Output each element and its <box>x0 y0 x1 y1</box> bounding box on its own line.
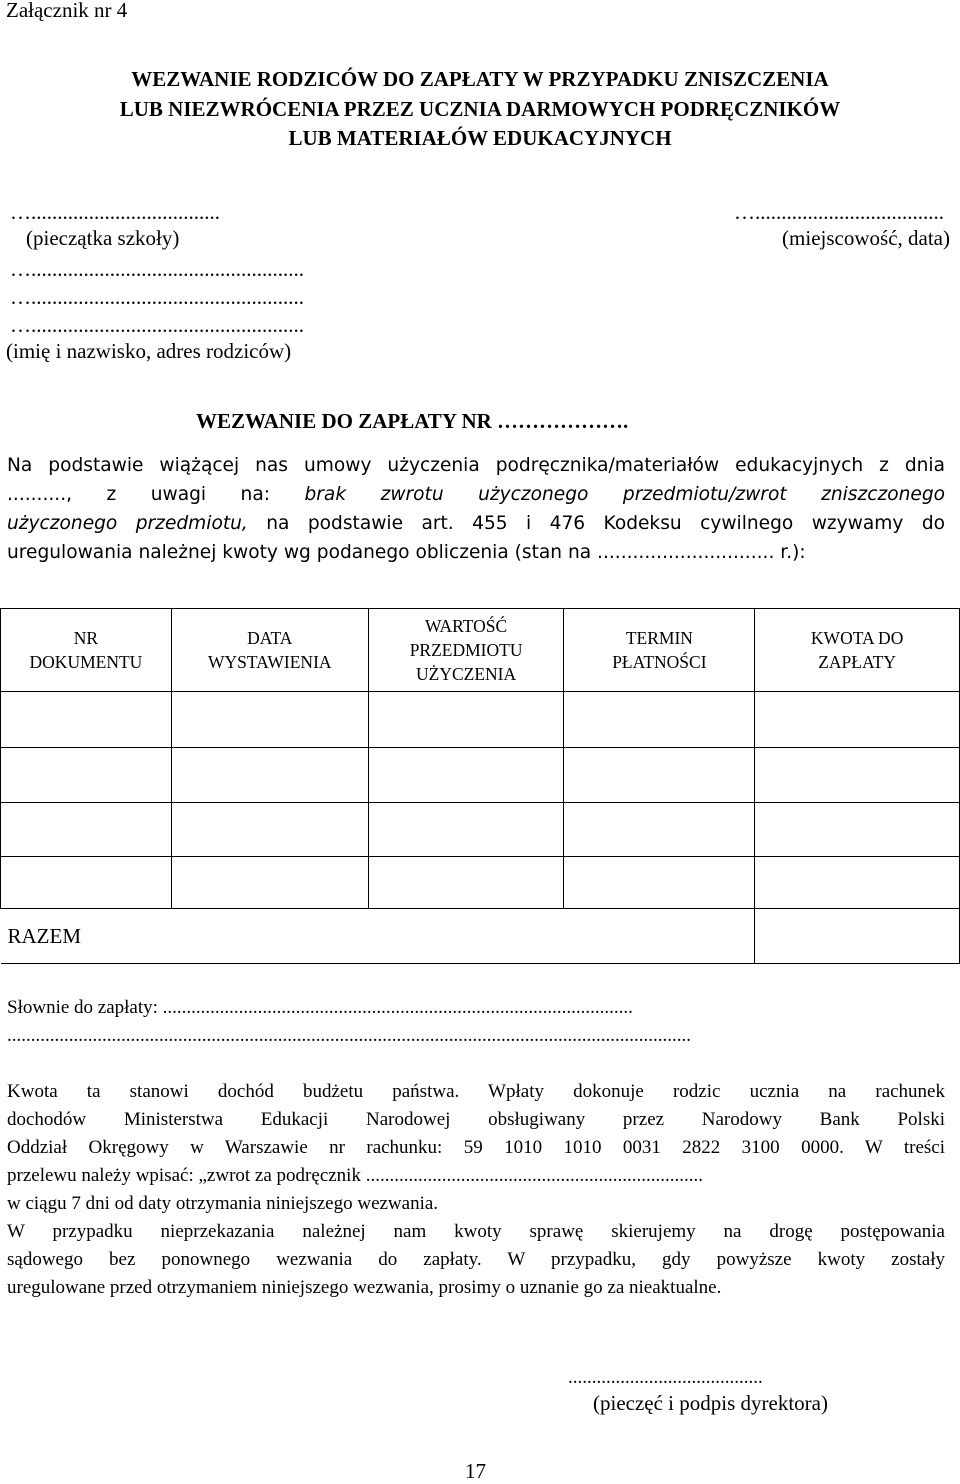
header-issue-date: DATA WYSTAWIENIA <box>171 609 368 692</box>
intro-line-2 <box>7 484 945 505</box>
intro-line-3 <box>7 513 945 534</box>
table-row <box>1 803 960 857</box>
total-amount-cell[interactable] <box>755 909 960 964</box>
table-cell[interactable] <box>171 857 368 909</box>
table-cell[interactable] <box>368 692 564 748</box>
payment-call-title: WEZWANIE DO ZAPŁATY NR ………………. <box>196 409 629 433</box>
payment-line-2: dochodów Ministerstwa Edukacji Narodowej obsługiwany przez Narodowy Bank Polski <box>7 1109 945 1130</box>
table-cell[interactable] <box>1 748 172 803</box>
signature-dots[interactable]: ......................................... <box>568 1367 763 1388</box>
table-cell[interactable] <box>564 857 755 909</box>
header-doc-number: NR DOKUMENTU <box>1 609 172 692</box>
table-cell[interactable] <box>171 692 368 748</box>
table-total-row <box>1 909 960 964</box>
table-cell[interactable] <box>564 692 755 748</box>
annex-label: Załącznik nr 4 <box>6 0 128 22</box>
amount-in-words-line-1[interactable]: Słownie do zapłaty: ................................................................................................... <box>7 997 633 1018</box>
total-label: RAZEM <box>1 909 755 964</box>
table-cell[interactable] <box>171 803 368 857</box>
parents-dots-line-1[interactable]: ….................................................... <box>10 257 304 281</box>
amount-in-words-line-2[interactable]: ................................................................................................................................................ <box>7 1025 691 1046</box>
table-cell[interactable] <box>564 803 755 857</box>
header-amount-due: KWOTA DO ZAPŁATY <box>755 609 960 692</box>
payment-line-7: sądowego bez ponownego wezwania do zapłaty. W przypadku, gdy powyższe kwoty zostały <box>7 1249 945 1270</box>
intro-line-2-text: .........., z uwagi na: <box>7 484 305 505</box>
place-date-dots[interactable]: ….................................... <box>734 200 944 224</box>
table-header-row <box>1 609 960 692</box>
table-cell[interactable] <box>755 692 960 748</box>
table-cell[interactable] <box>368 857 564 909</box>
header-payment-due: TERMIN PŁATNOŚCI <box>564 609 755 692</box>
table-cell[interactable] <box>171 748 368 803</box>
intro-line-2-italic: brak zwrotu użyczonego przedmiotu/zwrot zniszczonego <box>304 484 946 505</box>
document-title-line-2: LUB NIEZWRÓCENIA PRZEZ UCZNIA DARMOWYCH PODRĘCZNIKÓW <box>119 97 841 121</box>
table-cell[interactable] <box>564 748 755 803</box>
payment-line-6: W przypadku nieprzekazania należnej nam kwoty sprawę skierujemy na drogę postępowania <box>7 1221 945 1242</box>
table-cell[interactable] <box>368 803 564 857</box>
payment-line-8: uregulowane przed otrzymaniem niniejszego wezwania, prosimy o uznanie go za nieaktualne. <box>7 1277 722 1298</box>
payment-line-1: Kwota ta stanowi dochód budżetu państwa. Wpłaty dokonuje rodzic ucznia na rachunek <box>7 1081 945 1102</box>
intro-line-3-italic: użyczonego przedmiotu, <box>7 513 248 534</box>
page-number: 17 <box>465 1459 486 1483</box>
table-cell[interactable] <box>1 692 172 748</box>
table-cell[interactable] <box>1 857 172 909</box>
intro-line-4: uregulowania należnej kwoty wg podanego obliczenia (stan na .............................. r.): <box>7 542 806 563</box>
payment-line-3: Oddział Okręgowy w Warszawie nr rachunku: 59 1010 1010 0031 2822 3100 0000. W treści <box>7 1137 945 1158</box>
intro-line-3-text: na podstawie art. 455 i 476 Kodeksu cywilnego wzywamy do <box>247 513 945 534</box>
table-cell[interactable] <box>755 803 960 857</box>
table-cell[interactable] <box>1 803 172 857</box>
school-stamp-label: (pieczątka szkoły) <box>26 226 180 250</box>
parents-label: (imię i nazwisko, adres rodziców) <box>6 339 292 363</box>
table-row <box>1 692 960 748</box>
payment-line-5: w ciągu 7 dni od daty otrzymania niniejszego wezwania. <box>7 1193 439 1214</box>
parents-dots-line-3[interactable]: ….................................................... <box>10 313 304 337</box>
signature-label: (pieczęć i podpis dyrektora) <box>593 1391 828 1415</box>
table-cell[interactable] <box>368 748 564 803</box>
parents-dots-line-2[interactable]: ….................................................... <box>10 285 304 309</box>
place-date-label: (miejscowość, data) <box>782 226 950 250</box>
document-title-line-1: WEZWANIE RODZICÓW DO ZAPŁATY W PRZYPADKU ZNISZCZENIA <box>131 67 829 91</box>
document-title-line-3: LUB MATERIAŁÓW EDUKACYJNYCH <box>288 126 672 150</box>
table-cell[interactable] <box>755 857 960 909</box>
school-stamp-dots[interactable]: ….................................... <box>10 200 220 224</box>
payment-table <box>0 608 960 964</box>
header-item-value: WARTOŚĆ PRZEDMIOTU UŻYCZENIA <box>368 609 564 692</box>
payment-line-4: przelewu należy wpisać: „zwrot za podręcznik ....................................................................... <box>7 1165 703 1186</box>
intro-line-1: Na podstawie wiążącej nas umowy użyczenia podręcznika/materiałów edukacyjnych z dnia <box>7 455 945 476</box>
table-cell[interactable] <box>755 748 960 803</box>
table-row <box>1 857 960 909</box>
table-row <box>1 748 960 803</box>
